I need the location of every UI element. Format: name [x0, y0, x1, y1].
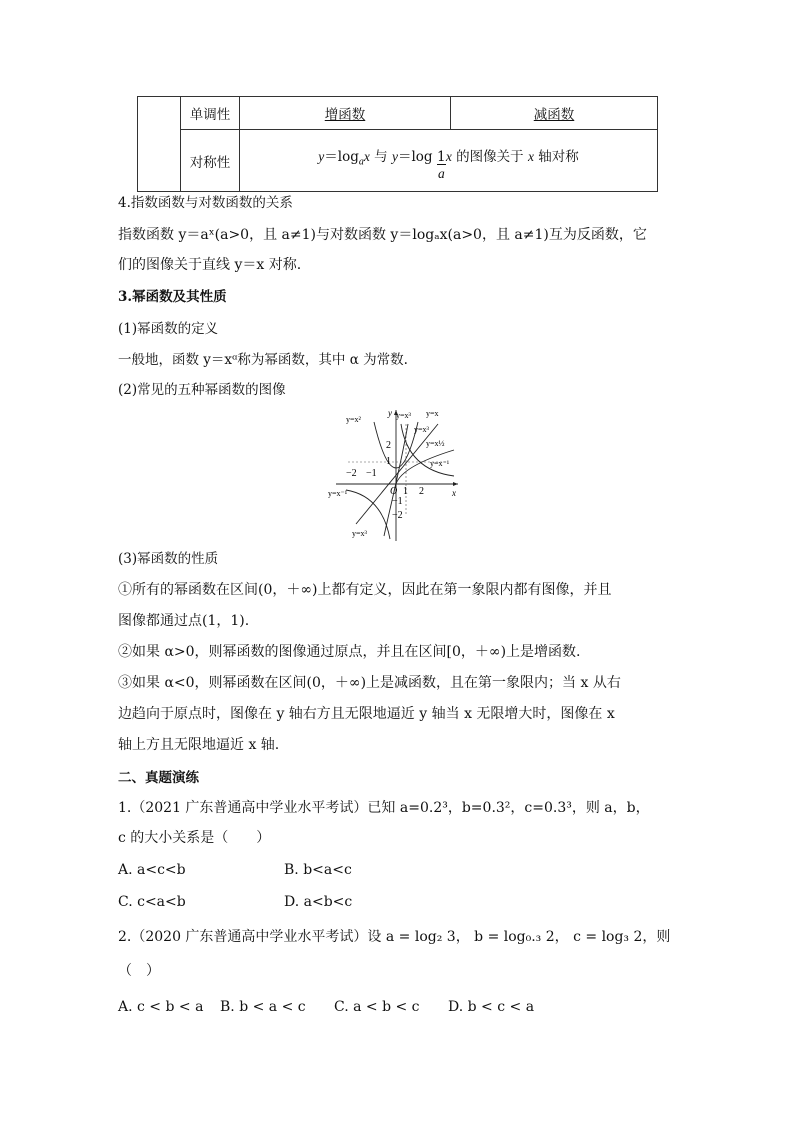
- paragraph: 轴上方且无限地逼近 x 轴.: [118, 737, 280, 753]
- question-1-text: 1.（2021 广东普通高中学业水平考试）已知 a=0.2³，b=0.3²，c=0.3³，则 a，b，: [118, 800, 650, 816]
- option-c[interactable]: C. c<a<b: [118, 894, 186, 910]
- tick-label: −2: [392, 510, 403, 521]
- question-1-text: c 的大小关系是（ ）: [118, 830, 271, 846]
- axis-label-x: x: [452, 488, 456, 498]
- label-y-x3: y=x³: [414, 425, 429, 434]
- label-y-x3-bottom: y=x³: [352, 529, 367, 538]
- tick-label: −1: [392, 496, 403, 507]
- table-blank-cell: [138, 97, 181, 192]
- tick-label: 2: [386, 440, 391, 451]
- paragraph: 指数函数 y＝aˣ(a>0，且 a≠1)与对数函数 y＝logₐx(a>0，且 a≠1)互为反函数，它: [118, 227, 647, 243]
- option-a[interactable]: A. c < b < a: [118, 999, 204, 1015]
- section-heading: 二、真题演练: [118, 770, 199, 786]
- property-table: [137, 96, 658, 192]
- paragraph: ①所有的幂函数在区间(0，＋∞)上都有定义，因此在第一象限内都有图像，并且: [118, 582, 612, 598]
- paragraph: 一般地，函数 y＝xᵅ称为幂函数，其中 α 为常数.: [118, 352, 408, 368]
- option-b[interactable]: B. b < a < c: [220, 999, 306, 1015]
- label-y-inv-left: y=x⁻¹: [328, 489, 348, 498]
- paragraph: ②如果 α>0，则幂函数的图像通过原点，并且在区间[0，＋∞)上是增函数.: [118, 644, 581, 660]
- table-row-label: 单调性: [181, 97, 240, 130]
- question-2-text: （ ）: [118, 963, 160, 979]
- axis-label-y: y: [388, 408, 392, 418]
- x-axis-arrow-icon: [453, 482, 458, 486]
- option-c[interactable]: C. a < b < c: [334, 999, 420, 1015]
- origin-label: O: [390, 486, 398, 497]
- option-a[interactable]: A. a<c<b: [118, 862, 186, 878]
- tick-label: −2: [346, 468, 357, 479]
- option-d[interactable]: D. b < c < a: [448, 999, 535, 1015]
- table-row-label: 对称性: [181, 130, 240, 192]
- table-cell-symmetry: $y=\log_ax$ 与 y＝log $\frac{1}{a}$ x 的图像关于 x 轴对称: [240, 130, 658, 192]
- power-function-graph: [326, 404, 462, 542]
- subheading: (1)幂函数的定义: [118, 321, 219, 337]
- table-cell-increasing: 增函数: [240, 97, 451, 130]
- label-y-x: y=x: [426, 409, 439, 418]
- option-d[interactable]: D. a<b<c: [284, 894, 353, 910]
- paragraph: ③如果 α<0，则幂函数在区间(0，＋∞)上是减函数，且在第一象限内；当 x 从右: [118, 675, 621, 691]
- paragraph: 边趋向于原点时，图像在 y 轴右方且无限地逼近 y 轴当 x 无限增大时，图像在 x: [118, 706, 615, 722]
- subheading: (3)幂函数的性质: [118, 551, 219, 567]
- table-cell-decreasing: 减函数: [451, 97, 658, 130]
- question-2-text: 2.（2020 广东普通高中学业水平考试）设 a = log₂ 3， b = log₀.₃ 2， c = log₃ 2，则: [118, 929, 671, 945]
- tick-label: 1: [403, 486, 408, 497]
- section-heading: 4.指数函数与对数函数的关系: [118, 195, 293, 211]
- paragraph: 图像都通过点(1，1).: [118, 613, 250, 629]
- tick-label: −1: [366, 468, 377, 479]
- tick-label: 1: [386, 456, 391, 467]
- subheading: (2)常见的五种幂函数的图像: [118, 382, 286, 398]
- option-b[interactable]: B. b<a<c: [284, 862, 352, 878]
- tick-label: 2: [419, 486, 424, 497]
- label-y-x2: y=x²: [346, 415, 361, 424]
- label-y-inv-right: y=x⁻¹: [430, 459, 450, 468]
- label-y-sqrt: y=x½: [426, 439, 445, 448]
- paragraph: 们的图像关于直线 y＝x 对称.: [118, 257, 302, 273]
- section-heading: 3.幂函数及其性质: [118, 289, 227, 305]
- label-y-x3-top: y=x³: [396, 411, 411, 420]
